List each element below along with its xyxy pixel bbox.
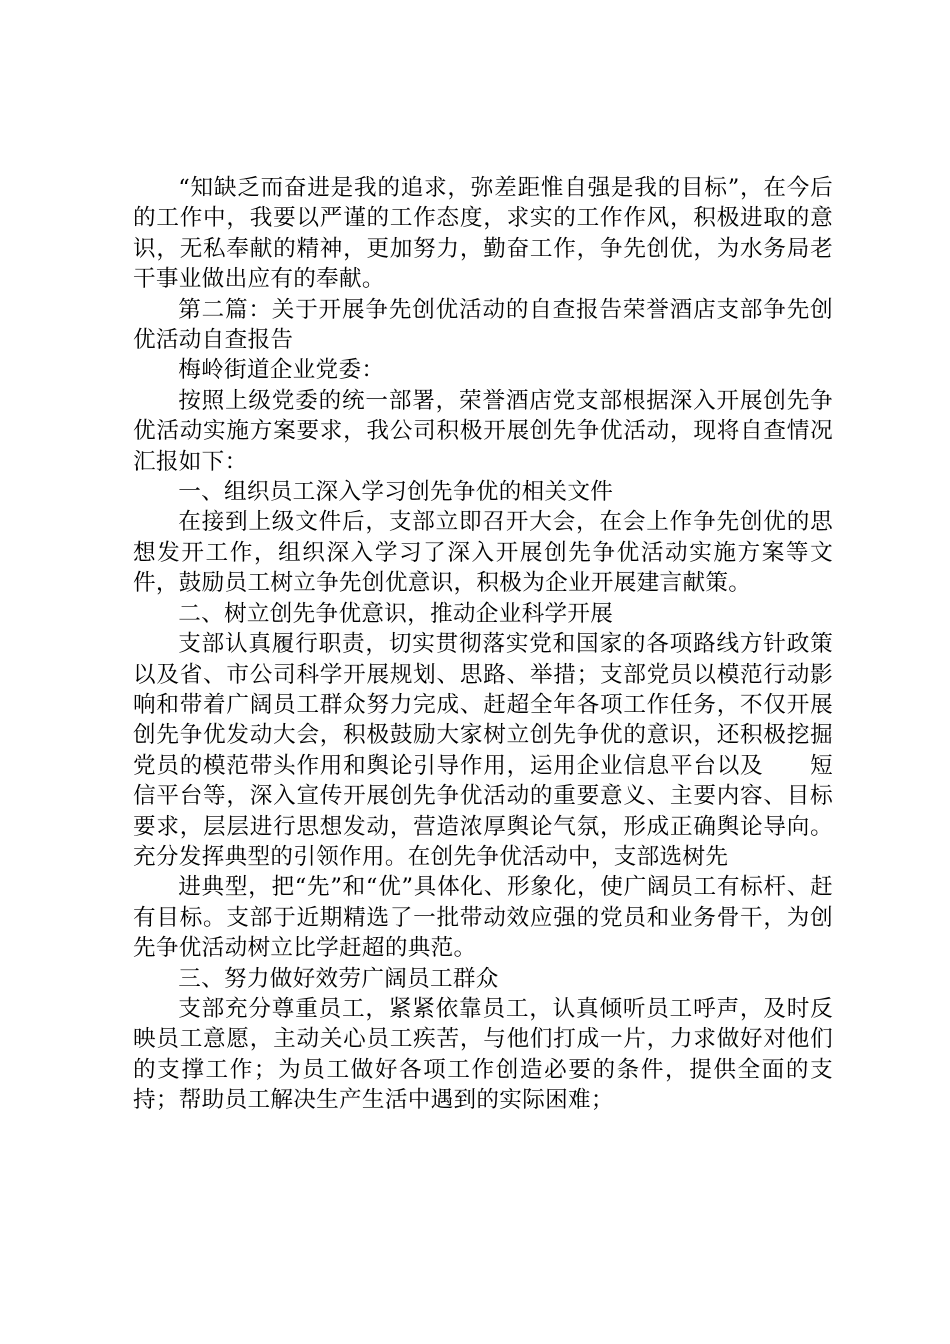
paragraph-closing-motto: “知缺乏而奋进是我的追求，弥差距惟自强是我的目标”，在今后的工作中，我要以严谨的工作态度，求实的工作作风，积极进取的意识，无私奉献的精神，更加努力，勤奋工作，争先创优，为水务局老干事业做出应有的奉献。 xyxy=(133,175,833,293)
heading-part-one: 一、组织员工深入学习创先争优的相关文件 xyxy=(178,479,614,506)
heading-part-two: 二、树立创先争优意识，推动企业科学开展 xyxy=(178,600,614,627)
paragraph-addressee: 梅岭街道企业党委： xyxy=(178,357,385,384)
paragraph-part-two: 支部认真履行职责，切实贯彻落实党和国家的各项路线方针政策以及省、市公司科学开展规划、思路、举措；支部党员以模范行动影响和带着广阔员工群众努力完成、赶超全年各项工作任务，不仅开展创先争优发动大会，积极鼓励大家树立创先争优的意识，还积极挖掘党员的模范带头作用和舆论引导作用，运用企业信息平台以及 短信平台等，深入宣传开展创先争优活动的重要意义、主要内容、目标要求，层层进行思想发动，营造浓厚舆论气氛，形成正确舆论导向。充分发挥典型的引领作用。在创先争优活动中，支部选树先 xyxy=(133,631,833,870)
paragraph-part-one: 在接到上级文件后，支部立即召开大会，在会上作争先创优的思想发开工作，组织深入学习了深入开展创先争优活动实施方案等文件，鼓励员工树立争先创优意识，积极为企业开展建言献策。 xyxy=(133,509,833,597)
paragraph-part-three: 支部充分尊重员工，紧紧依靠员工，认真倾听员工呼声，及时反映员工意愿，主动关心员工疾苦，与他们打成一片，力求做好对他们的支撑工作；为员工做好各项工作创造必要的条件，提供全面的支持；帮助员工解决生产生活中遇到的实际困难； xyxy=(133,995,833,1114)
document-body xyxy=(133,173,833,1116)
paragraph-intro: 按照上级党委的统一部署，荣誉酒店党支部根据深入开展创先争优活动实施方案要求，我公司积极开展创先争优活动，现将自查情况汇报如下： xyxy=(133,387,833,475)
paragraph-section-title: 第二篇：关于开展争先创优活动的自查报告荣誉酒店支部争先创优活动自查报告 xyxy=(133,296,833,354)
paragraph-part-two-continued: 进典型，把“先”和“优”具体化、形象化，使广阔员工有标杆、赶有目标。支部于近期精选了一批带动效应强的党员和业务骨干，为创先争优活动树立比学赶超的典范。 xyxy=(133,874,833,962)
heading-part-three: 三、努力做好效劳广阔员工群众 xyxy=(178,965,499,992)
